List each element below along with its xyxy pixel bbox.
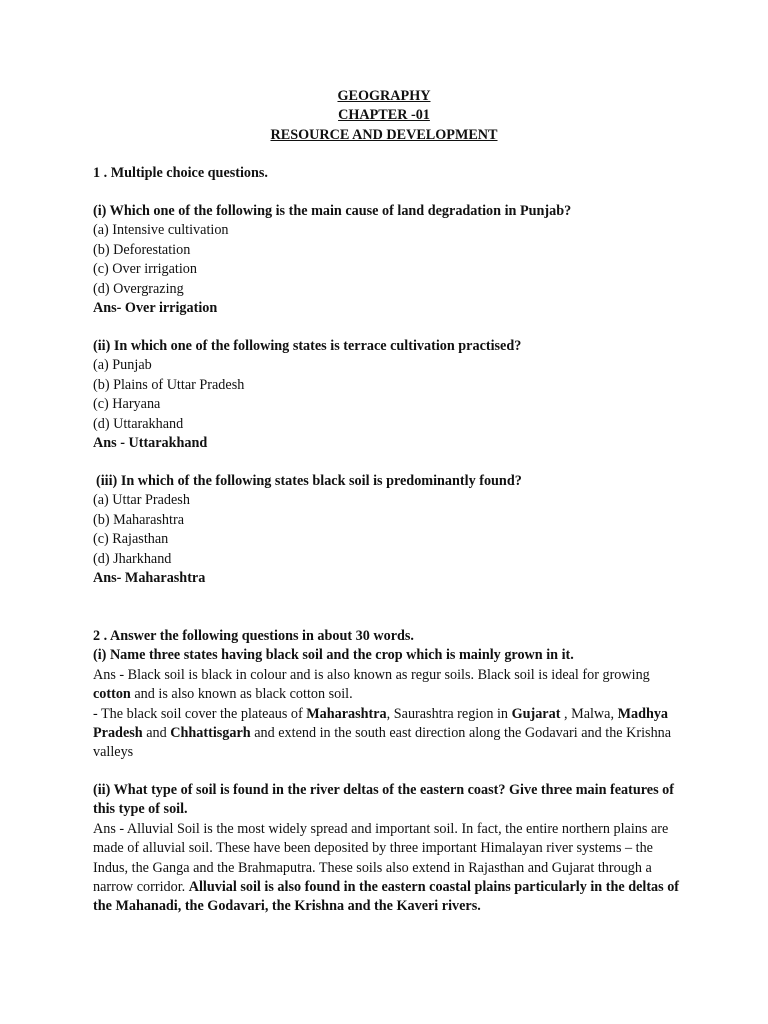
answer-2-i-detail: - The black soil cover the plateaus of Maharashtra, Saurashtra region in Gujarat , Malwa, Madhya Pradesh and Chhattisgarh and extend in the south east direction along the Godavari and the Krishna valleys xyxy=(93,705,672,761)
mcq-option: (a) Intensive cultivation xyxy=(93,222,229,239)
mcq-option: (a) Uttar Pradesh xyxy=(93,492,190,509)
mcq-question: (i) Which one of the following is the main cause of land degradation in Punjab? xyxy=(93,203,572,219)
mcq-option: (d) Overgrazing xyxy=(93,280,184,297)
mcq-option: (d) Uttarakhand xyxy=(93,415,184,432)
mcq-option: (c) Over irrigation xyxy=(93,261,197,278)
section2-heading: 2 . Answer the following questions in about 30 words. xyxy=(93,628,414,644)
question-2-ii: (ii) What type of soil is found in the river deltas of the eastern coast? Give three main features of this type of soil. xyxy=(93,782,674,818)
question-2-i: (i) Name three states having black soil and the crop which is mainly grown in it. xyxy=(93,647,574,664)
subject-title: GEOGRAPHY xyxy=(337,88,431,104)
question-2-ii-block xyxy=(93,781,683,917)
mcq-option: (b) Plains of Uttar Pradesh xyxy=(93,376,245,393)
mcq-option: (c) Rajasthan xyxy=(93,531,169,548)
answer-2-i: Ans - Black soil is black in colour and is also known as regur soils. Black soil is ideal for growing cotton and is also known as black cotton soil. xyxy=(93,666,650,703)
mcq-option: (b) Deforestation xyxy=(93,241,191,258)
document-header xyxy=(0,87,768,145)
mcq-option: (a) Punjab xyxy=(93,357,152,374)
mcq-option: (c) Haryana xyxy=(93,396,161,413)
mcq-option: (d) Jharkhand xyxy=(93,550,172,567)
mcq-answer: Ans- Maharashtra xyxy=(93,570,206,587)
chapter-title: CHAPTER -01 xyxy=(338,107,430,124)
section1-heading: 1 . Multiple choice questions. xyxy=(93,165,268,181)
mcq-3 xyxy=(93,472,683,588)
section2 xyxy=(93,627,683,763)
mcq-1 xyxy=(93,202,683,318)
mcq-option: (b) Maharashtra xyxy=(93,511,184,528)
mcq-question: (iii) In which of the following states black soil is predominantly found? xyxy=(96,473,522,489)
chapter-name: RESOURCE AND DEVELOPMENT xyxy=(270,126,498,143)
mcq-answer: Ans- Over irrigation xyxy=(93,300,218,317)
mcq-answer: Ans - Uttarakhand xyxy=(93,435,208,452)
mcq-2 xyxy=(93,337,683,453)
answer-2-ii: Ans - Alluvial Soil is the most widely spread and important soil. In fact, the entire northern plains are made of alluvial soil. These have been deposited by three important Himalayan river systems – the Indus, the Ganga and the Brahmaputra. These soils also extend in Rajasthan and Gujarat through a narrow corridor. Alluvial soil is also found in the eastern coastal plains particularly in the deltas of the Mahanadi, the Godavari, the Krishna and the Kaveri rivers. xyxy=(93,820,680,915)
mcq-question: (ii) In which one of the following states is terrace cultivation practised? xyxy=(93,338,522,354)
